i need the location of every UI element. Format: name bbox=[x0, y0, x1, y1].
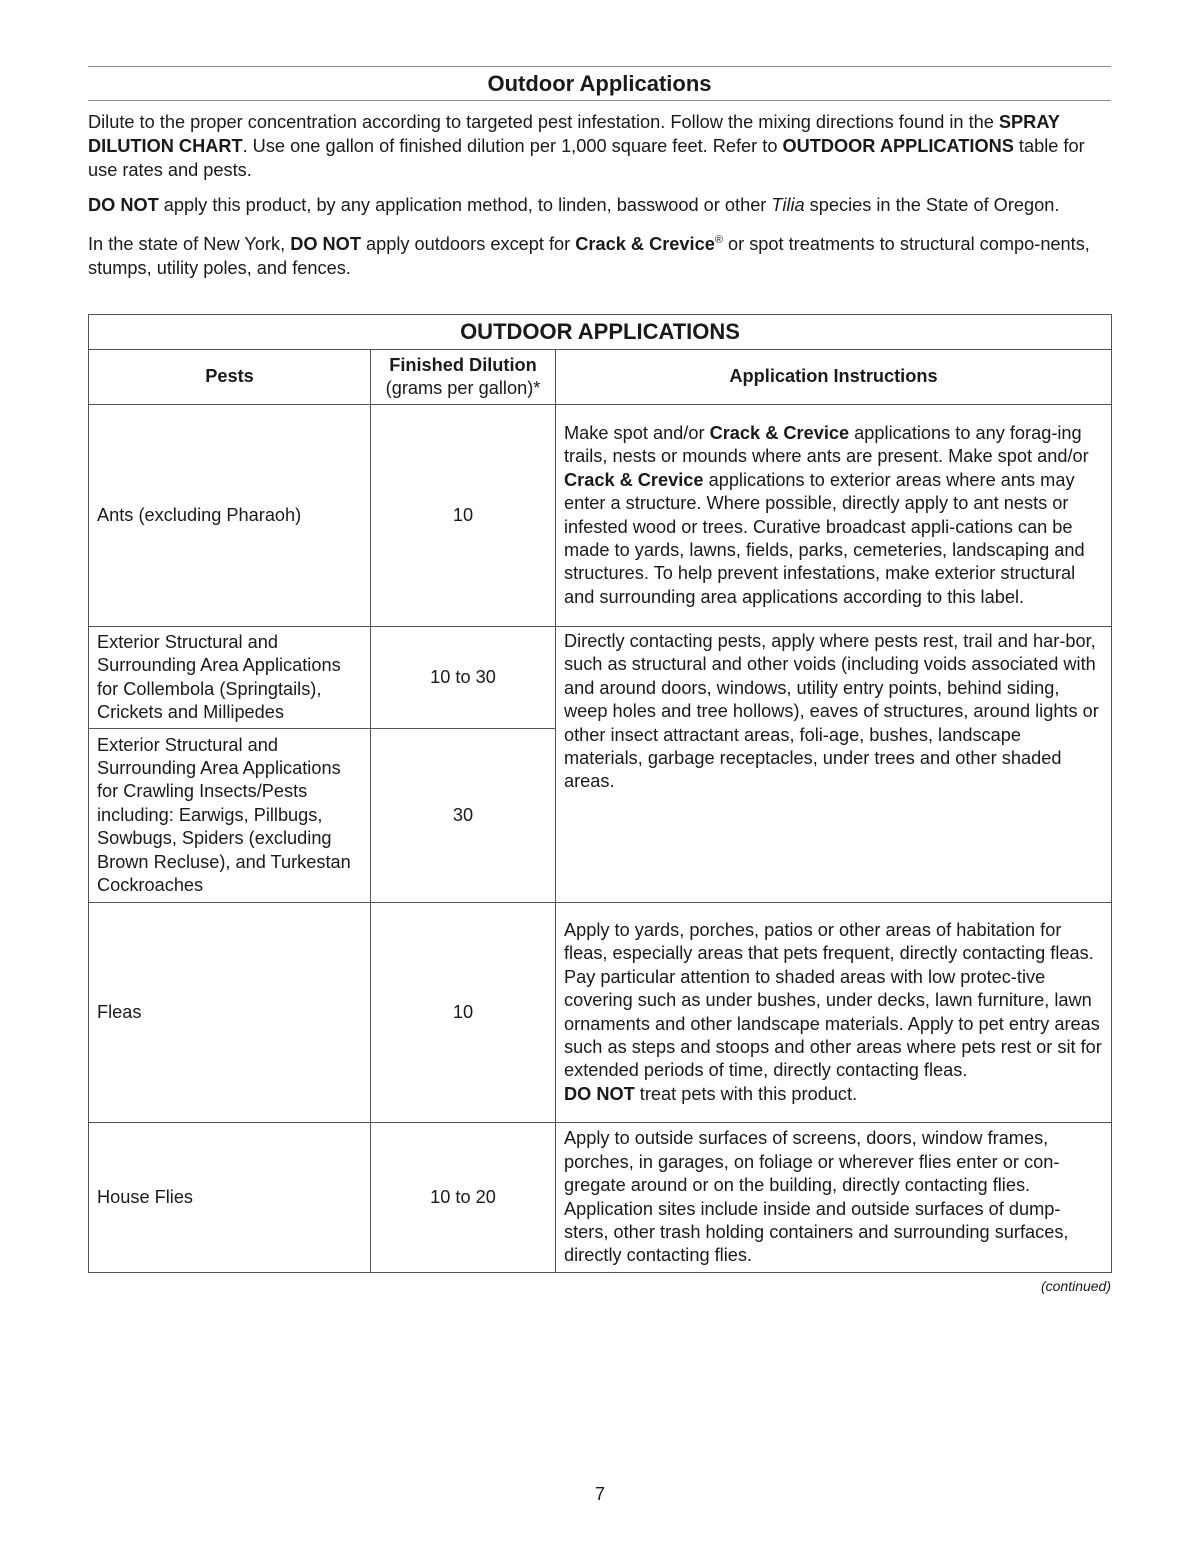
dilution-cell: 10 bbox=[371, 405, 556, 627]
pest-cell: Exterior Structural and Surrounding Area Applications for Collembola (Springtails), Crickets and Millipedes bbox=[89, 627, 371, 729]
table-row bbox=[89, 405, 1112, 627]
instructions-cell: Apply to outside surfaces of screens, doors, window frames, porches, in garages, on foliage or wherever flies enter or con-gregate around or on the building, directly contacting flies. Application sites include inside and outside surfaces of dump-sters, other trash holding containers and surrounding surfaces, directly contacting flies. bbox=[556, 1123, 1112, 1273]
outdoor-applications-table bbox=[88, 314, 1112, 1273]
table-caption-row bbox=[89, 315, 1112, 350]
dilution-cell: 30 bbox=[371, 729, 556, 903]
section-title: Outdoor Applications bbox=[88, 66, 1111, 101]
column-header-instructions: Application Instructions bbox=[556, 350, 1112, 405]
pest-cell: Ants (excluding Pharaoh) bbox=[89, 405, 371, 627]
intro-paragraph-dilution: Dilute to the proper concentration according to targeted pest infestation. Follow the mixing directions found in the SPRAY DILUTION CHART. Use one gallon of finished dilution per 1,000 square feet. Refer to OUTDOOR APPLICATIONS table for use rates and pests. bbox=[88, 112, 1085, 180]
column-header-pests: Pests bbox=[89, 350, 371, 405]
table-row bbox=[89, 627, 1112, 729]
page-content bbox=[88, 66, 1111, 1266]
dilution-cell: 10 bbox=[371, 903, 556, 1123]
intro-paragraph-oregon: DO NOT apply this product, by any application method, to linden, basswood or other Tilia species in the State of Oregon. bbox=[88, 195, 1060, 215]
dilution-cell: 10 to 30 bbox=[371, 627, 556, 729]
instructions-cell: Directly contacting pests, apply where pests rest, trail and har-bor, such as structural and other voids (including voids associated with and around doors, windows, utility entry points, behind siding, weep holes and tree hollows), eaves of structures, around lights or other insect attractant areas, foli-age, bushes, landscape materials, garbage receptacles, under trees and other shaded areas. bbox=[556, 627, 1112, 903]
table-row bbox=[89, 903, 1112, 1123]
pest-cell: Fleas bbox=[89, 903, 371, 1123]
table-row bbox=[89, 1123, 1112, 1273]
page-number: 7 bbox=[594, 1484, 605, 1504]
pest-cell: House Flies bbox=[89, 1123, 371, 1273]
instructions-cell: Apply to yards, porches, patios or other areas of habitation for fleas, especially areas that pets frequent, directly contacting fleas. Pay particular attention to shaded areas with low protec-tive covering such as under bushes, under decks, lawn furniture, lawn ornaments and other landscape materials. Apply to pet entry areas such as steps and stoops and other areas where pets rest or sit for extended periods of time, directly contacting fleas. DO NOT treat pets with this product. bbox=[556, 903, 1112, 1123]
instructions-cell: Make spot and/or Crack & Crevice applications to any forag-ing trails, nests or mounds where ants are present. Make spot and/or Crack & Crevice applications to exterior areas where ants may enter a structure. Where possible, directly apply to ant nests or infested wood or trees. Curative broadcast appli-cations can be made to yards, lawns, fields, parks, cemeteries, landscaping and structures. To help prevent infestations, make exterior structural and surrounding area applications according to this label. bbox=[556, 405, 1112, 627]
column-header-dilution: Finished Dilution (grams per gallon)* bbox=[371, 350, 556, 405]
intro-paragraph-new-york: In the state of New York, DO NOT apply outdoors except for Crack & Crevice® or spot treatments to structural compo-nents, stumps, utility poles, and fences. bbox=[88, 234, 1090, 279]
table-caption: OUTDOOR APPLICATIONS bbox=[89, 315, 1112, 350]
continued-note: (continued) bbox=[1040, 1278, 1111, 1294]
pest-cell: Exterior Structural and Surrounding Area Applications for Crawling Insects/Pests including: Earwigs, Pillbugs, Sowbugs, Spiders (excluding Brown Recluse), and Turkestan Cockroaches bbox=[89, 729, 371, 903]
table-header-row bbox=[89, 350, 1112, 405]
dilution-cell: 10 to 20 bbox=[371, 1123, 556, 1273]
